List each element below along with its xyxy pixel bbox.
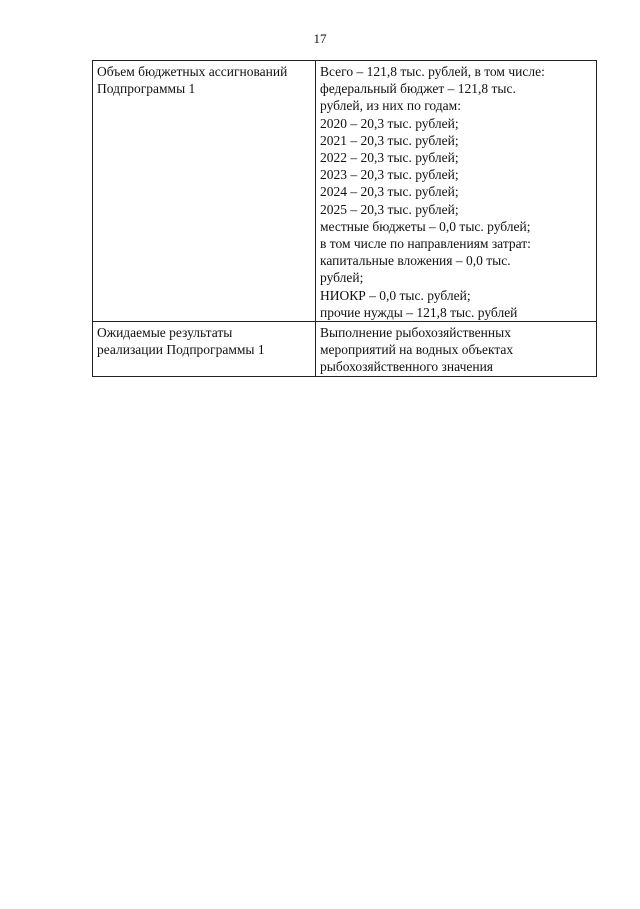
budget-label-cell: [93, 61, 316, 322]
program-table: [92, 60, 597, 377]
budget-year-line: 2025 – 20,3 тыс. рублей;: [320, 201, 459, 217]
budget-federal-line: федеральный бюджет – 121,8 тыс.: [320, 81, 516, 97]
results-label-line: реализации Подпрограммы 1: [97, 342, 265, 358]
results-label-line: Ожидаемые результаты: [97, 325, 233, 341]
results-value-line: рыбохозяйственного значения: [320, 359, 494, 375]
budget-local-line: местные бюджеты – 0,0 тыс. рублей;: [320, 218, 531, 234]
results-value-line: мероприятий на водных объектах: [320, 342, 514, 358]
table-row-budget: [93, 61, 597, 322]
budget-year-line: 2024 – 20,3 тыс. рублей;: [320, 184, 459, 200]
budget-year-line: 2022 – 20,3 тыс. рублей;: [320, 150, 459, 166]
results-value-cell: [316, 322, 597, 377]
budget-federal-line: рублей, из них по годам:: [320, 98, 461, 114]
budget-niokr-line: НИОКР – 0,0 тыс. рублей;: [320, 287, 471, 303]
budget-year-line: 2021 – 20,3 тыс. рублей;: [320, 132, 459, 148]
budget-other-line: прочие нужды – 121,8 тыс. рублей: [320, 304, 518, 320]
results-value-line: Выполнение рыбохозяйственных: [320, 325, 511, 341]
budget-value-cell: [316, 61, 597, 322]
budget-year-line: 2023 – 20,3 тыс. рублей;: [320, 167, 459, 183]
budget-total-line: Всего – 121,8 тыс. рублей, в том числе:: [320, 64, 545, 79]
results-label-cell: [93, 322, 316, 377]
page-number: 17: [313, 31, 327, 46]
budget-label-line: Подпрограммы 1: [97, 81, 196, 97]
budget-capital-line: рублей;: [320, 270, 364, 286]
budget-year-line: 2020 – 20,3 тыс. рублей;: [320, 115, 459, 131]
budget-directions-line: в том числе по направлениям затрат:: [320, 236, 531, 252]
budget-capital-line: капитальные вложения – 0,0 тыс.: [320, 253, 511, 269]
table-row-results: [93, 322, 597, 377]
budget-label-line: Объем бюджетных ассигнований: [97, 64, 288, 79]
